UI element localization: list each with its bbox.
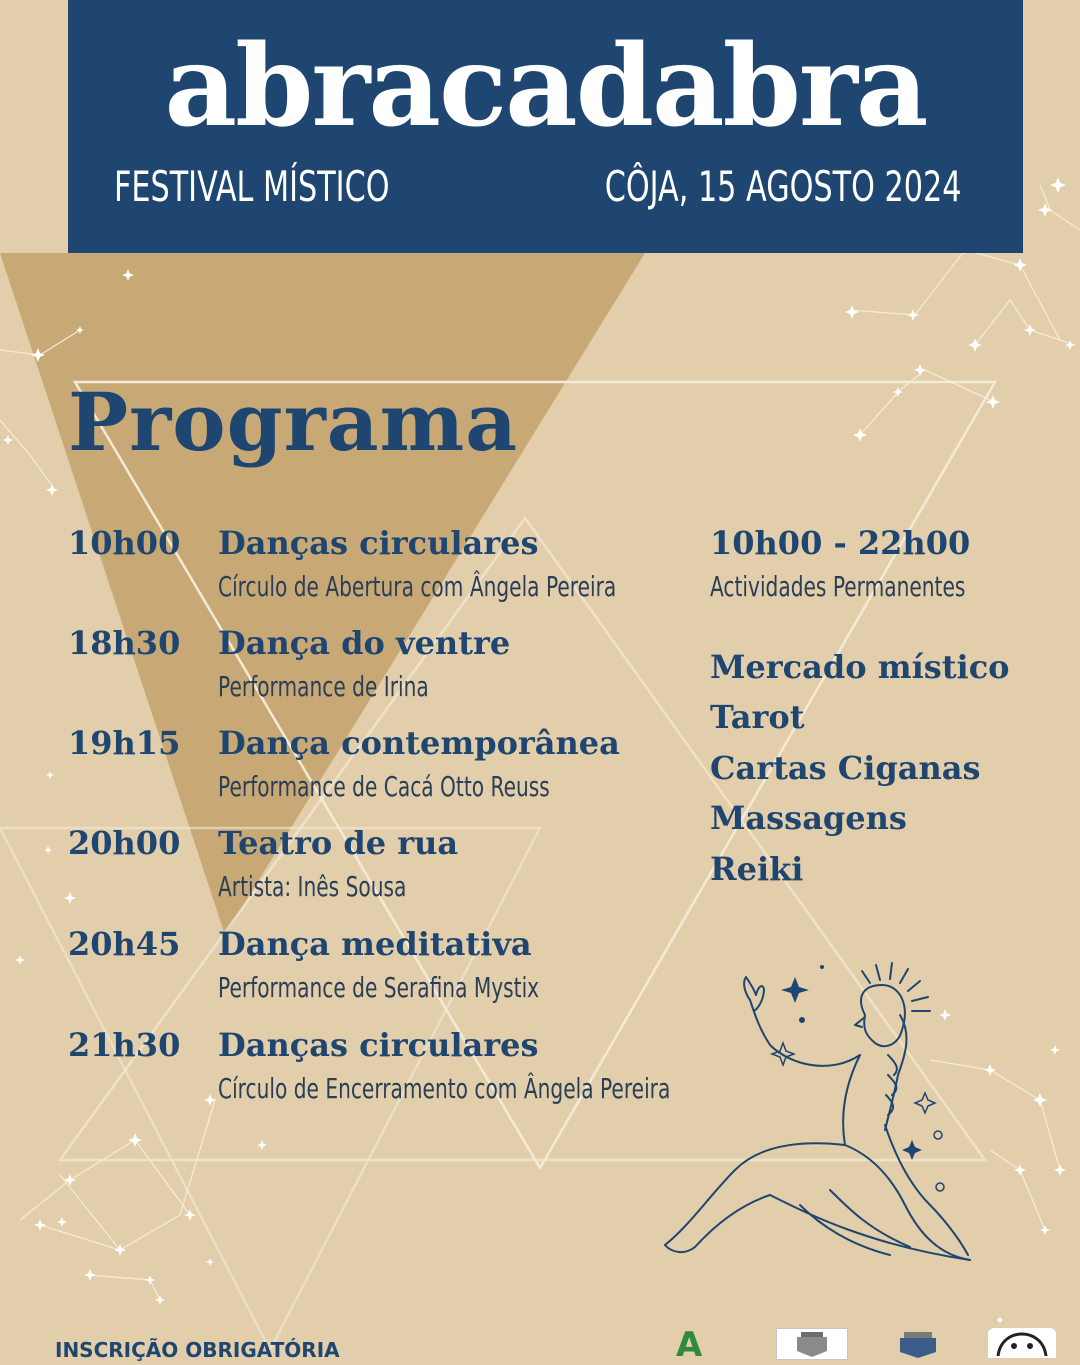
event-description: Performance de Cacá Otto Reuss [218, 770, 550, 803]
event-description: Performance de Irina [218, 670, 429, 703]
permanent-time: 10h00 - 22h00 [710, 524, 971, 562]
event-description: Artista: Inês Sousa [218, 870, 407, 903]
event-time: 20h45 [68, 925, 181, 963]
star-icon [57, 1217, 67, 1227]
woman-illustration [650, 955, 980, 1285]
star-icon [907, 309, 919, 321]
star-icon [145, 1275, 155, 1285]
star-icon [206, 1258, 214, 1266]
event-time: 18h30 [68, 624, 181, 662]
event-title: Dança meditativa [218, 925, 532, 963]
star-icon [968, 338, 982, 352]
star-icon [1014, 1164, 1026, 1176]
event-title: Teatro de rua [218, 824, 459, 862]
festival-date-location: CÔJA, 15 AGOSTO 2024 [604, 162, 961, 211]
star-icon [34, 1219, 46, 1231]
star-icon [257, 1140, 267, 1150]
activity-item: Mercado místico [710, 648, 1010, 686]
star-icon [845, 305, 859, 319]
star-icon [996, 1316, 1004, 1324]
star-icon [184, 1209, 196, 1221]
event-title: Dança contemporânea [218, 724, 620, 762]
star-icon [84, 1269, 96, 1281]
event-time: 19h15 [68, 724, 181, 762]
star-icon [64, 1174, 76, 1186]
star-icon [1040, 1225, 1050, 1235]
star-icon [986, 395, 1000, 409]
star-icon [64, 892, 76, 904]
star-icon [1033, 1093, 1047, 1107]
program-heading: Programa [68, 375, 519, 469]
festival-title: abracadabra [164, 21, 927, 152]
header-banner [68, 0, 1023, 253]
activity-item: Reiki [710, 850, 804, 888]
event-description: Círculo de Encerramento com Ângela Pereira [218, 1072, 671, 1105]
event-description: Círculo de Abertura com Ângela Pereira [218, 570, 617, 603]
event-time: 10h00 [68, 524, 181, 562]
star-icon [1050, 1045, 1060, 1055]
star-icon [3, 435, 13, 445]
event-time: 20h00 [68, 824, 181, 862]
registration-note: INSCRIÇÃO OBRIGATÓRIA [55, 1338, 340, 1362]
star-icon [1038, 203, 1052, 217]
event-title: Dança do ventre [218, 624, 511, 662]
star-icon [128, 1133, 142, 1147]
green-a-logo: A [676, 1325, 703, 1365]
event-time: 21h30 [68, 1026, 181, 1064]
festival-subtitle: FESTIVAL MÍSTICO [114, 162, 390, 211]
star-icon [46, 771, 54, 779]
event-description: Performance de Serafina Mystix [218, 971, 540, 1004]
star-icon [114, 1244, 126, 1256]
event-title: Danças circulares [218, 524, 539, 562]
star-icon [46, 484, 58, 496]
star-icon [1054, 1164, 1066, 1176]
star-icon [44, 846, 52, 854]
star-icon [15, 955, 25, 965]
parish-crest-logo [888, 1328, 948, 1358]
face-logo [988, 1328, 1056, 1358]
star-icon [914, 364, 926, 376]
permanent-label: Actividades Permanentes [710, 570, 966, 603]
star-icon [1024, 324, 1036, 336]
star-icon [155, 1295, 165, 1305]
activity-item: Massagens [710, 799, 907, 837]
event-title: Danças circulares [218, 1026, 539, 1064]
activity-item: Tarot [710, 698, 805, 736]
star-icon [984, 1064, 996, 1076]
activity-item: Cartas Ciganas [710, 749, 981, 787]
municipal-crest-logo [776, 1328, 848, 1360]
star-icon [1050, 177, 1066, 193]
star-icon [1013, 258, 1027, 272]
